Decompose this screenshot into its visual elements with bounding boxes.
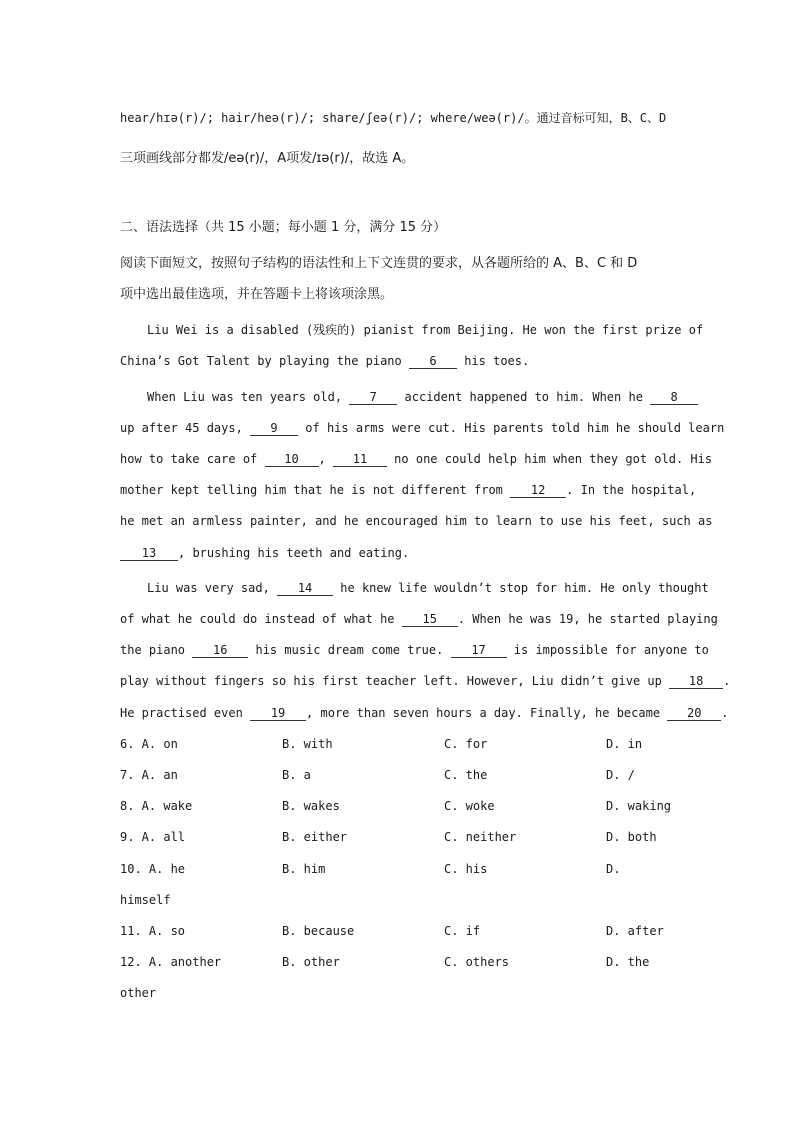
- option-row-6: [120, 735, 674, 753]
- passage-line: he met an armless painter, and he encouraged him to learn to use his feet, such as: [120, 514, 713, 528]
- section-title: 二、语法选择（共 15 小题；每小题 1 分，满分 15 分）: [120, 220, 447, 235]
- option-row-12-wrap: [120, 984, 674, 1002]
- option-c: C. his: [444, 862, 488, 876]
- passage-line: China’s Got Talent by playing the piano 6 his toes.: [120, 354, 530, 368]
- blank-12: 12: [510, 483, 566, 498]
- option-a: 10. A. he: [120, 862, 186, 876]
- option-d: D. in: [606, 737, 643, 751]
- option-a: 11. A. so: [120, 924, 186, 938]
- option-c: C. neither: [444, 830, 517, 844]
- blank-18: 18: [669, 674, 723, 689]
- blank-7: 7: [349, 390, 397, 405]
- option-c: C. others: [444, 955, 510, 969]
- phonetic-explanation-line-2: 三项画线部分都发/eə(r)/，A项发/ɪə(r)/，故选 A。: [120, 151, 415, 166]
- section-instruction-line-1: 阅读下面短文，按照句子结构的语法性和上下文连贯的要求，从各题所给的 A、B、C 和 D: [120, 256, 638, 271]
- passage-line: up after 45 days, 9 of his arms were cut. His parents told him he should learn: [120, 421, 725, 435]
- blank-19: 19: [250, 706, 306, 721]
- option-a: 12. A. another: [120, 955, 222, 969]
- blank-14: 14: [277, 581, 333, 596]
- option-d-continued: himself: [120, 893, 171, 907]
- blank-15: 15: [402, 612, 458, 627]
- option-d: D. /: [606, 768, 635, 782]
- passage-line: mother kept telling him that he is not different from 12 . In the hospital,: [120, 483, 697, 497]
- option-b: B. because: [282, 924, 355, 938]
- option-a: 7. A. an: [120, 768, 178, 782]
- option-a: 8. A. wake: [120, 799, 193, 813]
- phonetic-explanation-line-1: hear/hɪə(r)/; hair/heə(r)/; share/ʃeə(r)/; where/weə(r)/。通过音标可知，B、C、D: [120, 111, 667, 125]
- option-row-8: [120, 797, 674, 815]
- option-a: 6. A. on: [120, 737, 178, 751]
- option-d: D. waking: [606, 799, 672, 813]
- option-row-10-wrap: [120, 891, 674, 909]
- passage-line: He practised even 19 , more than seven hours a day. Finally, he became 20 .: [120, 706, 729, 720]
- option-row-11: [120, 922, 674, 940]
- blank-11: 11: [333, 452, 387, 467]
- passage-line: Liu Wei is a disabled (残疾的) pianist from Beijing. He won the first prize of: [147, 323, 704, 337]
- option-b: B. with: [282, 737, 333, 751]
- option-b: B. either: [282, 830, 348, 844]
- blank-10: 10: [265, 452, 319, 467]
- blank-8: 8: [650, 390, 698, 405]
- option-row-9: [120, 828, 674, 846]
- option-b: B. a: [282, 768, 311, 782]
- passage-line: of what he could do instead of what he 15 . When he was 19, he started playing: [120, 612, 718, 626]
- option-row-12: [120, 953, 674, 971]
- option-row-10: [120, 860, 674, 878]
- option-d: D. after: [606, 924, 664, 938]
- blank-9: 9: [250, 421, 298, 436]
- option-c: C. for: [444, 737, 488, 751]
- blank-16: 16: [192, 643, 248, 658]
- passage-line: how to take care of 10 , 11 no one could help him when they got old. His: [120, 452, 713, 466]
- passage-line: play without fingers so his first teacher left. However, Liu didn’t give up 18 .: [120, 674, 731, 688]
- option-c: C. if: [444, 924, 481, 938]
- option-c: C. the: [444, 768, 488, 782]
- option-a: 9. A. all: [120, 830, 186, 844]
- option-b: B. other: [282, 955, 340, 969]
- blank-6: 6: [409, 354, 457, 369]
- blank-17: 17: [451, 643, 507, 658]
- blank-13: 13: [120, 546, 178, 561]
- option-d-continued: other: [120, 986, 157, 1000]
- passage-line: Liu was very sad, 14 he knew life wouldn’t stop for him. He only thought: [147, 581, 709, 595]
- option-b: B. him: [282, 862, 326, 876]
- option-d: D. both: [606, 830, 657, 844]
- passage-line: 13 , brushing his teeth and eating.: [120, 544, 674, 562]
- option-d: D.: [606, 862, 621, 876]
- passage-line: When Liu was ten years old, 7 accident happened to him. When he 8: [147, 388, 674, 406]
- option-row-7: [120, 766, 674, 784]
- blank-20: 20: [667, 706, 721, 721]
- passage-line: the piano 16 his music dream come true. 17 is impossible for anyone to: [120, 643, 709, 657]
- option-b: B. wakes: [282, 799, 340, 813]
- option-c: C. woke: [444, 799, 495, 813]
- option-d: D. the: [606, 955, 650, 969]
- section-instruction-line-2: 项中选出最佳选项，并在答题卡上将该项涂黑。: [120, 287, 394, 302]
